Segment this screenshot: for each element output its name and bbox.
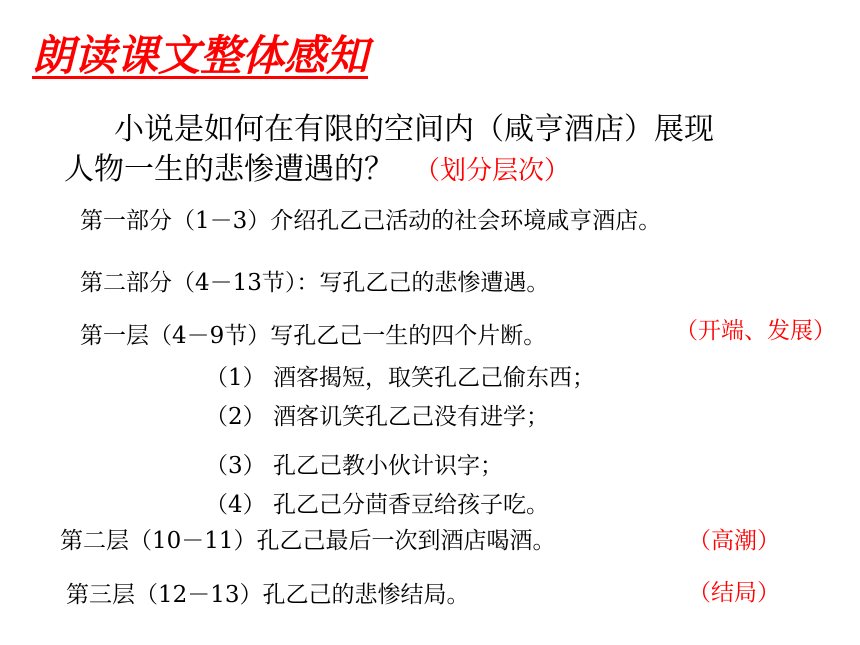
layer-two: 第二层（10－11）孔乙己最后一次到酒店喝酒。 bbox=[60, 528, 556, 554]
list-item-1: （1） 酒客揭短，取笑孔乙己偷东西； bbox=[205, 365, 595, 391]
layer-three: 第三层（12－13）孔乙己的悲惨结局。 bbox=[66, 582, 470, 608]
question-line-2-text: 人物一生的悲惨遭遇的？ bbox=[64, 152, 394, 187]
question-line-2 bbox=[64, 150, 824, 191]
list-item-4: （4） 孔乙己分茴香豆给孩子吃。 bbox=[205, 492, 549, 518]
slide-title: 朗读课文整体感知 bbox=[32, 31, 369, 80]
layer-one-note: （开端、发展） bbox=[675, 318, 836, 344]
list-item-3: （3） 孔乙己教小伙计识字； bbox=[205, 453, 503, 479]
question-hint: （划分层次） bbox=[414, 156, 571, 186]
question-paragraph bbox=[64, 110, 824, 191]
question-line-1: 小说是如何在有限的空间内（咸亨酒店）展现 bbox=[114, 112, 714, 147]
layer-two-note: （高潮） bbox=[688, 528, 780, 554]
layer-three-note: （结局） bbox=[688, 580, 780, 606]
part-one: 第一部分（1－3）介绍孔乙己活动的社会环境咸亨酒店。 bbox=[80, 208, 662, 234]
list-item-2: （2） 酒客讥笑孔乙己没有进学； bbox=[205, 404, 549, 430]
layer-one: 第一层（4－9节）写孔乙己一生的四个片断。 bbox=[80, 323, 547, 349]
part-two: 第二部分（4－13节）：写孔乙己的悲惨遭遇。 bbox=[80, 270, 550, 296]
